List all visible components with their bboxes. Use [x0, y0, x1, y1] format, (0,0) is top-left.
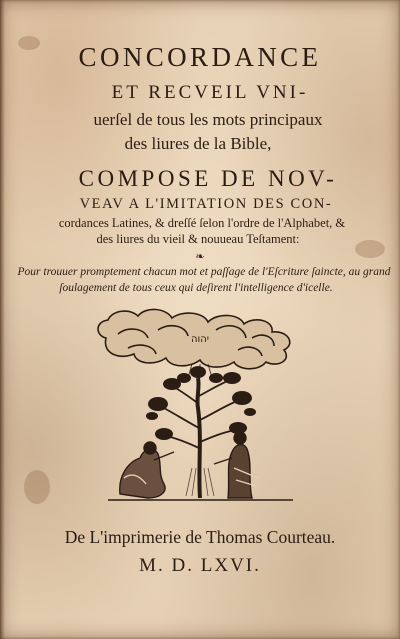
printers-device-woodcut [88, 308, 313, 508]
title-line-5: COMPOSE DE NOV- [78, 166, 338, 191]
subtitle-note-line-2: ſoulagement de tous ceux qui deſirent l'intelligence d'icelle. [59, 282, 333, 294]
divine-name-inscription: יהוה [190, 334, 210, 345]
fleuron-ornament-icon: ❧ [195, 250, 205, 263]
title-line-1: CONCORDANCE [78, 42, 322, 72]
title-line-4: des liures de la Bible, [124, 134, 272, 153]
imprint-line: De L'imprimerie de Thomas Courteau. [64, 527, 336, 547]
title-line-8: des liures du vieil & nouueau Teſtament: [96, 232, 300, 246]
standing-figure-icon [214, 432, 258, 498]
subtitle-note-line-1: Pour trouuer promptement chacun mot et paſſage de l'Eſcriture ſaincte, au grand [17, 266, 391, 278]
title-line-2: ET RECVEIL VNI- [111, 82, 309, 103]
publication-date: M. D. LXVI. [139, 555, 261, 576]
title-line-3: uerſel de tous les mots principaux [93, 110, 323, 129]
foxing-stain [24, 470, 50, 504]
title-line-7: cordances Latines, & dreſſé ſelon l'ordre de l'Alphabet, & [58, 216, 346, 230]
title-line-6: VEAV A L'IMITATION DES CON- [79, 196, 333, 212]
kneeling-figure-icon [120, 442, 174, 498]
